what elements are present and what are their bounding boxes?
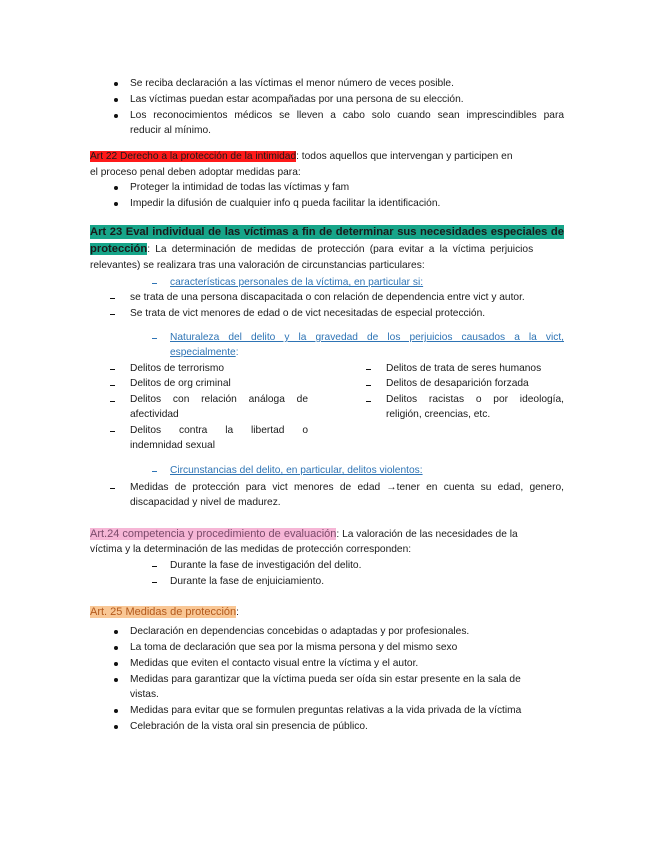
dash-icon <box>152 582 157 583</box>
dash-icon <box>152 338 157 339</box>
art24-paragraph <box>90 527 518 542</box>
list-item: Delitos de desaparición forzada <box>386 378 529 389</box>
art24-heading: Art.24 competencia y procedimiento de evaluación <box>90 528 337 540</box>
bullet-icon <box>114 98 118 102</box>
dash-icon <box>152 566 157 567</box>
art24-text-cont: víctima y la determinación de las medidas de protección corresponden: <box>90 544 412 555</box>
art23-heading-line1 <box>90 225 564 240</box>
dash-icon <box>110 385 115 386</box>
bullet-icon <box>114 82 118 86</box>
dash-icon <box>110 298 115 299</box>
bullet-text: Proteger la intimidad de todas las víctimas y fam <box>130 182 350 193</box>
dash-icon <box>366 401 371 402</box>
list-item: Se trata de vict menores de edad o de vict necesitadas de especial protección. <box>130 308 486 319</box>
art23-heading: Art 23 Eval individual de las víctimas a fin de determinar sus necesidades especiales de <box>90 226 564 238</box>
list-item: se trata de una persona discapacitada o con relación de dependencia entre vict y autor. <box>130 292 525 303</box>
bullet-text: Los reconocimientos médicos se lleven a cabo solo cuando sean imprescindibles para <box>130 110 564 121</box>
bullet-text: Medidas para garantizar que la víctima pueda ser oída sin estar presente en la sala de <box>130 674 521 685</box>
list-item-cont: discapacidad y nivel de madurez. <box>130 497 281 508</box>
dash-icon <box>152 283 157 284</box>
list-item-cont: indemnidad sexual <box>130 440 215 451</box>
art23-sub2-heading: Naturaleza del delito y la gravedad de los perjuicios causados a la vict, <box>170 332 564 343</box>
list-item: Durante la fase de enjuiciamiento. <box>170 576 325 587</box>
art23-sub2-heading-text: especialmente <box>170 347 236 358</box>
dash-icon <box>366 369 371 370</box>
dash-icon <box>110 431 115 432</box>
art23-text-cont: relevantes) se realizara tras una valoración de circunstancias particulares: <box>90 260 425 271</box>
art23-sub2-heading-cont <box>170 346 239 360</box>
art22-text: : todos aquellos que intervengan y participen en <box>296 151 513 162</box>
art22-paragraph <box>90 150 513 164</box>
bullet-icon <box>114 678 118 682</box>
dash-icon <box>110 401 115 402</box>
list-item: Delitos de trata de seres humanos <box>386 363 542 374</box>
bullet-text: Impedir la difusión de cualquier info q pueda facilitar la identificación. <box>130 198 441 209</box>
list-item: Delitos de org criminal <box>130 378 231 389</box>
list-item: Delitos racistas o por ideología, <box>386 394 564 405</box>
bullet-text: Celebración de la vista oral sin presencia de público. <box>130 721 368 732</box>
list-item-cont: afectividad <box>130 409 179 420</box>
bullet-icon <box>114 646 118 650</box>
bullet-icon <box>114 114 118 118</box>
list-item: Medidas de protección para vict menores de edad →tener en cuenta su edad, genero, <box>130 482 564 493</box>
dash-icon <box>366 385 371 386</box>
art22-text-cont: el proceso penal deben adoptar medidas para: <box>90 167 301 178</box>
list-item: Durante la fase de investigación del delito. <box>170 560 362 571</box>
bullet-icon <box>114 725 118 729</box>
bullet-text: Las víctimas puedan estar acompañadas por una persona de su elección. <box>130 94 464 105</box>
art23-heading-cont: protección <box>90 243 148 255</box>
list-item-cont: religión, creencias, etc. <box>386 409 491 420</box>
bullet-text: Se reciba declaración a las víctimas el menor número de veces posible. <box>130 78 454 89</box>
bullet-icon <box>114 662 118 666</box>
art23-sub3-heading: Circunstancias del delito, en particular, delitos violentos: <box>170 465 423 476</box>
bullet-text: La toma de declaración que sea por la misma persona y del mismo sexo <box>130 642 458 653</box>
art25-heading: Art. 25 Medidas de protección <box>90 606 237 618</box>
dash-icon <box>110 369 115 370</box>
bullet-text: Declaración en dependencias concebidas o adaptadas y por profesionales. <box>130 626 470 637</box>
list-item: Delitos contra la libertad o <box>130 425 308 436</box>
bullet-text: Medidas que eviten el contacto visual entre la víctima y el autor. <box>130 658 419 669</box>
bullet-icon <box>114 186 118 190</box>
art23-sub1-heading: características personales de la víctima, en particular si: <box>170 277 424 288</box>
list-item: Delitos de terrorismo <box>130 363 224 374</box>
dash-icon <box>152 471 157 472</box>
bullet-icon <box>114 709 118 713</box>
list-item: Delitos con relación análoga de <box>130 394 308 405</box>
bullet-text: Medidas para evitar que se formulen preguntas relativas a la vida privada de la víctima <box>130 705 522 716</box>
bullet-text-cont: vistas. <box>130 689 159 700</box>
art23-paragraph <box>90 242 533 257</box>
art22-heading: Art 22 Derecho a la protección de la intimidad <box>90 151 297 162</box>
art25-colon: : <box>236 607 239 618</box>
art24-text: : La valoración de las necesidades de la <box>336 529 518 540</box>
bullet-icon <box>114 202 118 206</box>
art23-sub2-colon: : <box>235 347 239 358</box>
dash-icon <box>110 314 115 315</box>
bullet-text-cont: reducir al mínimo. <box>130 125 211 136</box>
art25-paragraph <box>90 605 239 620</box>
dash-icon <box>110 488 115 489</box>
bullet-icon <box>114 630 118 634</box>
art23-text: : La determinación de medidas de protección (para evitar a la víctima perjuicios <box>147 244 534 255</box>
